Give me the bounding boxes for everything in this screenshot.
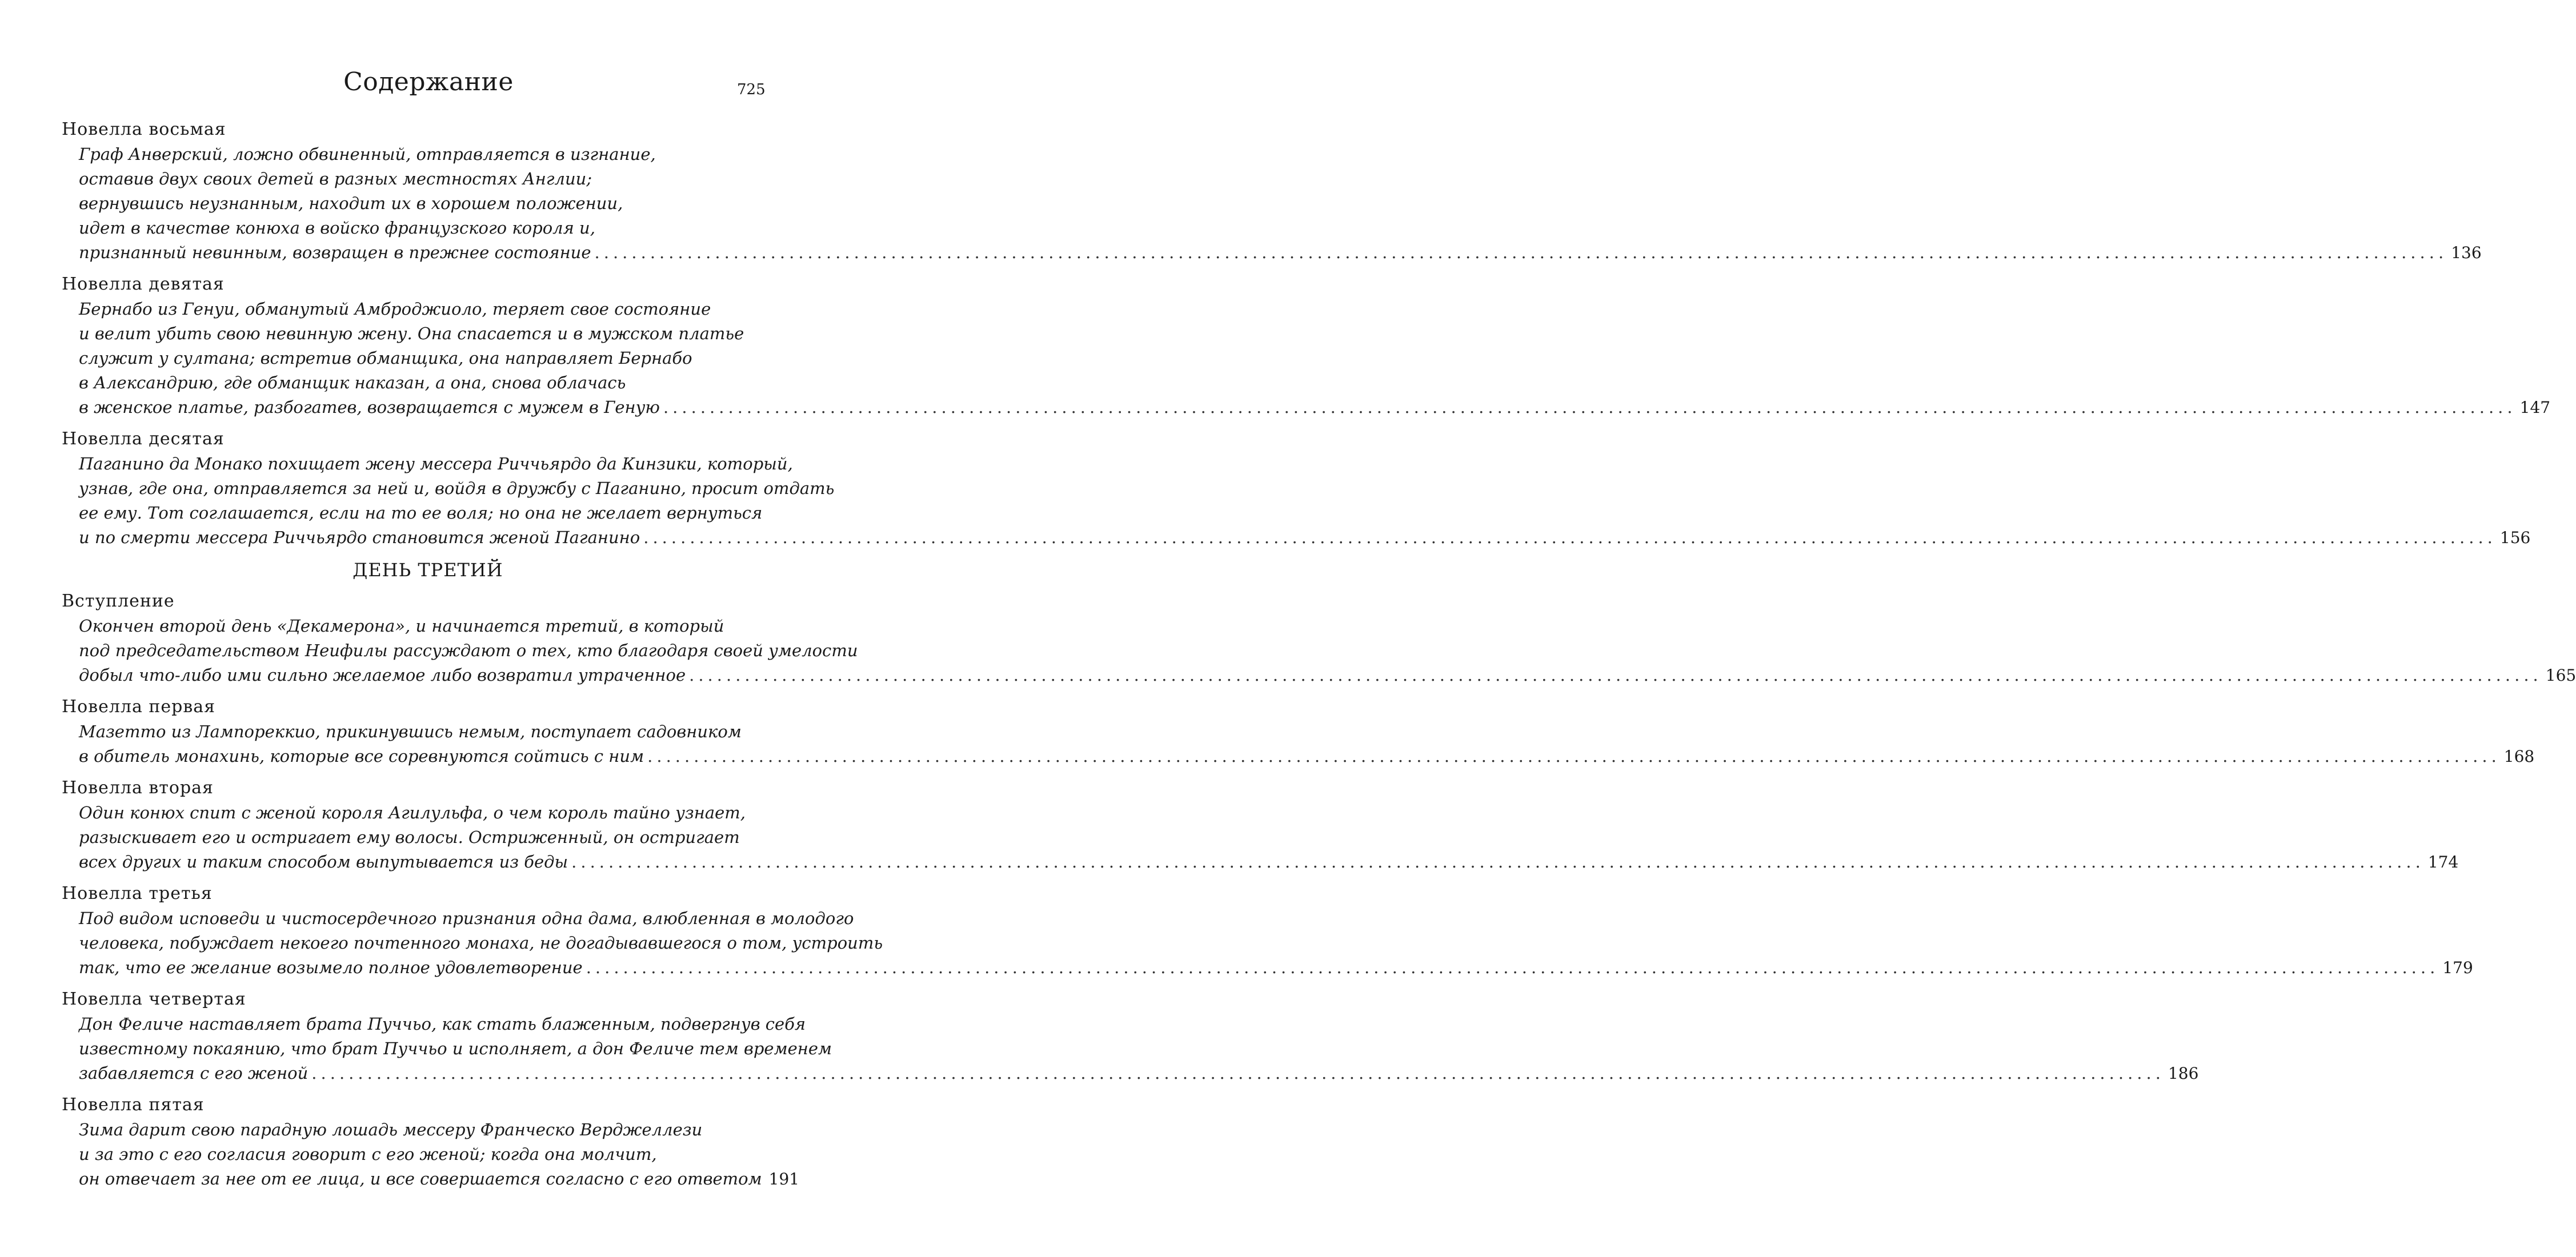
toc-entry-title: Новелла первая <box>62 697 216 717</box>
toc-entry-summary-line <box>62 850 2459 874</box>
toc-entry-page-number: 186 <box>2168 1064 2199 1083</box>
dot-leader: ........................................................................................................................................................................................................ <box>647 746 2501 766</box>
dot-leader: ........................................................................................................................................................................................................ <box>643 528 2497 547</box>
toc-entry-page-number: 191 <box>768 1170 800 1188</box>
toc-entry-summary-line <box>62 395 2551 420</box>
toc-entry-summary-line: ее ему. Тот соглашается, если на то ее воля; но она не желает вернуться <box>79 503 763 523</box>
toc-entry <box>62 694 2535 769</box>
toc-entry-summary-text: и по смерти мессера Риччьярдо становится женой Паганино <box>79 528 640 547</box>
toc-entry-summary-line: человека, побуждает некоего почтенного монаха, не догадывавшегося о том, устроить <box>79 933 883 953</box>
toc-entry-summary-text: он отвечает за нее от ее лица, и все совершается согласно с его ответом <box>79 1169 762 1188</box>
toc-entry-title: Вступление <box>62 591 175 611</box>
page-title: Содержание <box>343 67 514 97</box>
toc-entry-title: Новелла восьмая <box>62 119 226 139</box>
toc-entry-summary-line: Граф Анверский, ложно обвиненный, отправляется в изгнание, <box>79 144 656 164</box>
toc-entry-summary-text: в обитель монахинь, которые все соревнуются сойтись с ним <box>79 746 644 766</box>
day-header: ДЕНЬ ТРЕТИЙ <box>352 559 503 581</box>
toc-entry-summary-line: Мазетто из Лампореккио, прикинувшись немым, поступает садовником <box>79 722 742 741</box>
toc-entry-page-number: 174 <box>2427 853 2459 872</box>
toc-entry-summary-line <box>62 663 2576 688</box>
toc-entry-summary-text: добыл что-либо ими сильно желаемое либо возвратил утраченное <box>79 665 686 685</box>
toc-entry <box>62 589 2576 688</box>
toc-entry-title: Новелла третья <box>62 883 213 903</box>
dot-leader: ........................................................................................................................................................................................................ <box>689 665 2542 685</box>
toc-entry <box>62 987 2199 1086</box>
dot-leader: ........................................................................................................................................................................................................ <box>663 397 2517 417</box>
toc-entry-summary-line <box>62 1061 2199 1086</box>
toc-entry-summary-line: Дон Феличе наставляет брата Пуччьо, как стать блаженным, подвергнув себя <box>79 1014 806 1034</box>
toc-entry-title: Новелла четвертая <box>62 989 246 1009</box>
toc-entry-page-number: 168 <box>2503 747 2535 766</box>
toc-entry <box>62 776 2459 874</box>
toc-entry-summary-line <box>62 1167 800 1191</box>
toc-entry-summary-line <box>62 525 2531 550</box>
toc-entry-summary-line: оставив двух своих детей в разных местностях Англии; <box>79 169 592 188</box>
page-number: 725 <box>737 81 766 98</box>
toc-entry-summary-line: Паганино да Монако похищает жену мессера Риччьярдо да Кинзики, который, <box>79 454 793 473</box>
dot-leader: ........................................................................................................................................................................................................ <box>311 1063 2165 1083</box>
toc-entry <box>62 881 2473 980</box>
toc-entry-summary-text: забавляется с его женой <box>79 1063 309 1083</box>
toc-entry-summary-line: Зима дарит свою парадную лошадь мессеру Франческо Верджеллези <box>79 1120 703 1139</box>
toc-entry-page-number: 165 <box>2545 666 2576 685</box>
toc-entry-page-number: 147 <box>2519 398 2551 417</box>
toc-entry-summary-line: известному покаянию, что брат Пуччьо и исполняет, а дон Феличе тем временем <box>79 1039 832 1058</box>
toc-entry-summary-text: так, что ее желание возымело полное удовлетворение <box>79 958 583 977</box>
toc-entry-summary-text: признанный невинным, возвращен в прежнее состояние <box>79 243 591 262</box>
toc-entry <box>62 1093 800 1191</box>
toc-entry-summary-line: служит у султана; встретив обманщика, она направляет Бернабо <box>79 348 692 368</box>
toc-entry-page-number: 156 <box>2499 528 2531 547</box>
dot-leader: ........................................................................................................................................................................................................ <box>571 852 2425 872</box>
toc-entry-summary-line: вернувшись неузнанным, находит их в хорошем положении, <box>79 194 623 213</box>
toc-entry-summary-line: в Александрию, где обманщик наказан, а она, снова облачась <box>79 373 626 392</box>
dot-leader: ........................................................................................................................................................................................................ <box>594 243 2448 262</box>
toc-entry-summary-line <box>62 240 2482 265</box>
toc-group-day-two <box>62 117 2551 550</box>
toc-entry-summary-line: и за это с его согласия говорит с его женой; когда она молчит, <box>79 1144 657 1164</box>
toc-entry-summary-line: идет в качестве конюха в войско французского короля и, <box>79 218 595 238</box>
toc-entry <box>62 117 2482 265</box>
toc-entry-summary-line: узнав, где она, отправляется за ней и, войдя в дружбу с Паганино, просит отдать <box>79 479 835 498</box>
toc-entry-page-number: 179 <box>2442 958 2473 977</box>
toc-entry-summary-line: Окончен второй день «Декамерона», и начинается третий, в который <box>79 616 724 636</box>
toc-group-day-three <box>62 589 2576 1191</box>
toc-entry-summary-text: в женское платье, разбогатев, возвращается с мужем в Геную <box>79 397 660 417</box>
toc-entry-summary-line: и велит убить свою невинную жену. Она спасается и в мужском платье <box>79 324 744 343</box>
toc-entry-summary-line: под председательством Неифилы рассуждают о тех, кто благодаря своей умелости <box>79 641 858 660</box>
toc-entry <box>62 427 2531 550</box>
toc-entry <box>62 272 2551 420</box>
toc-entry-summary-line: Один конюх спит с женой короля Агилульфа, о чем король тайно узнает, <box>79 803 746 822</box>
toc-entry-title: Новелла десятая <box>62 429 225 449</box>
toc-entry-title: Новелла вторая <box>62 778 214 798</box>
toc-entry-page-number: 136 <box>2451 243 2482 262</box>
toc-entry-summary-line: Под видом исповеди и чистосердечного признания одна дама, влюбленная в молодого <box>79 909 854 928</box>
toc-entry-summary-line: Бернабо из Генуи, обманутый Амброджиоло, теряет свое состояние <box>79 299 711 319</box>
table-of-contents <box>62 117 2576 1198</box>
toc-entry-title: Новелла девятая <box>62 274 225 294</box>
dot-leader: ........................................................................................................................................................................................................ <box>586 958 2439 977</box>
toc-entry-summary-line: разыскивает его и остригает ему волосы. Остриженный, он остригает <box>79 828 740 847</box>
toc-entry-title: Новелла пятая <box>62 1095 205 1115</box>
toc-entry-summary-text: всех других и таким способом выпутывается из беды <box>79 852 568 872</box>
toc-entry-summary-line <box>62 744 2535 769</box>
toc-entry-summary-line <box>62 955 2473 980</box>
